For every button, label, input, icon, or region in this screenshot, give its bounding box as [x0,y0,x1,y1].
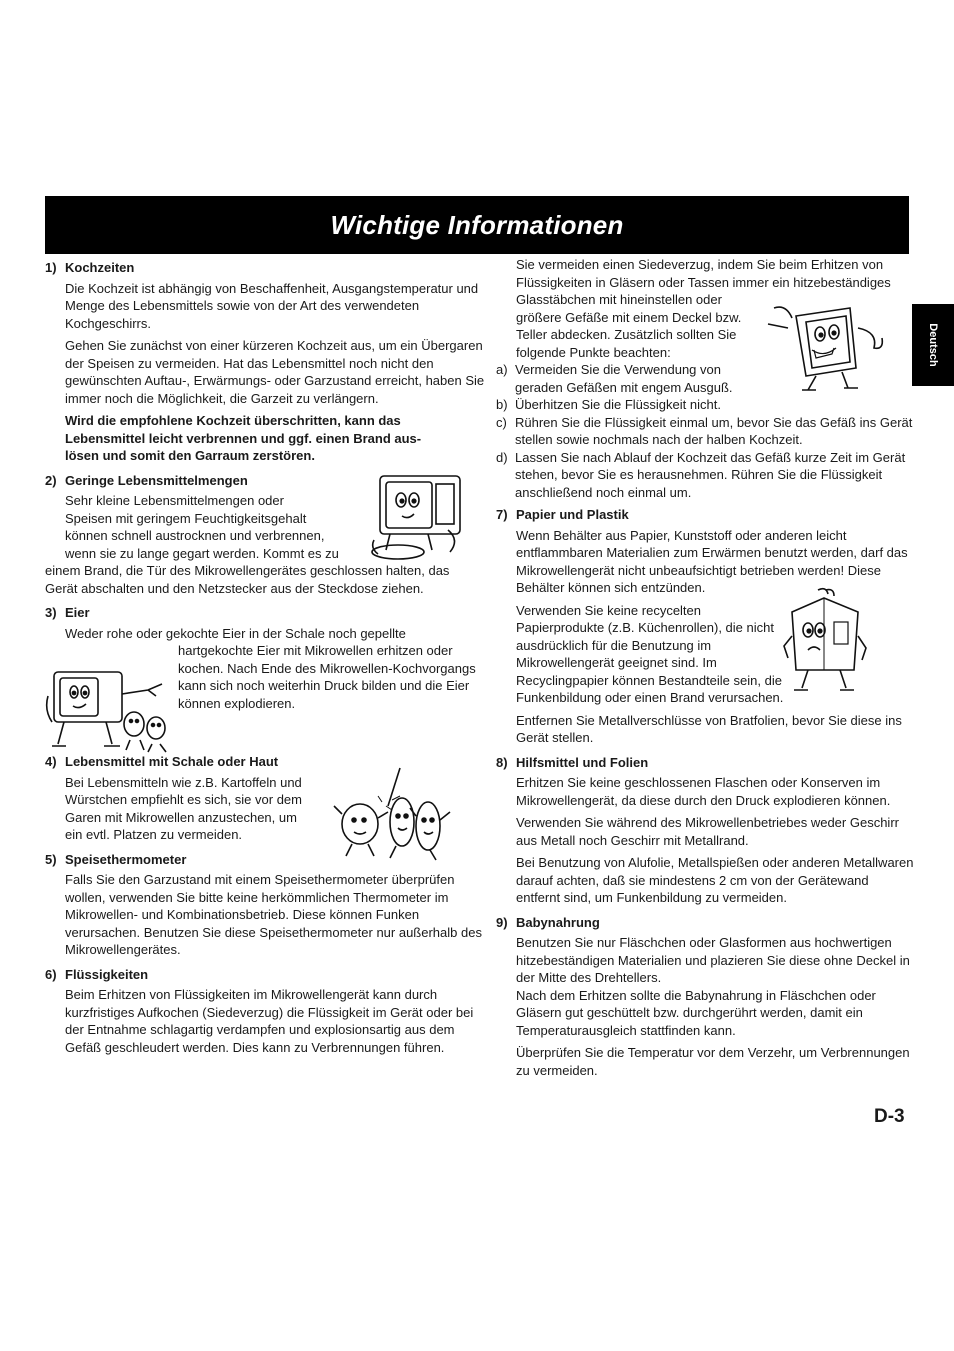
paragraph: Überprüfen Sie die Temperatur vor dem Verzehr, um Verbrennungen zu vermeiden. [516,1045,910,1078]
section-heading: 3) Eier [45,605,90,620]
section-heading: 6) Flüssigkeiten [45,966,149,982]
section-kochzeiten [45,259,485,465]
paragraph: Glasstäbchen mit hineinstellen oder größere Gefäße mit einem Deckel bzw. Teller abdecken. Zusätzlich sollten Sie folgende Punkte beachten: [516,292,742,360]
paragraph-line: Speisen mit geringem Feuchtigkeitsgehalt [65,510,307,526]
language-tab-label: Deutsch [927,323,939,367]
paragraph: Entfernen Sie Metallverschlüsse von Bratfolien, bevor Sie diese ins Gerät stellen. [516,712,902,745]
paragraph: Verwenden Sie keine recycelten Papierprodukte (z.B. Küchenrollen), die nicht ausdrücklich für die Benutzung im Mikrowellengerät geeignet sind. Im Recyclingpapier können Bestandteile sein, die Funkenbildung oder einen Brand verursachen. [516,602,784,705]
paragraph: Beim Erhitzen von Flüssigkeiten im Mikrowellengerät kann durch kurzfristiges Aufkochen (Siedeverzug) die Flüssigkeit im Gerät oder bei der Entnahme schlagartig verdampfen und explosionsartig aus dem Gefäß geschleudert werden. Dies kann zu Verbrennungen führen. [65,987,474,1055]
paragraph: Gehen Sie zunächst von einer kürzeren Kochzeit aus, um ein Übergaren der Speisen zu vermeiden. Hat das Lebensmittel noch nicht den gewünschten Auftau-, Erwärmungs- oder Garzustand erreicht, haben Sie immer noch die Möglichkeit, die Garzeit zu verlängern. [65,338,485,406]
paragraph-line: Weder rohe oder gekochte Eier in der Schale noch gepellte [65,625,406,641]
title-banner [45,196,909,254]
page-title: Wichtige Informationen [330,210,624,240]
list-item: d) Lassen Sie nach Ablauf der Kochzeit das Gefäß kurze Zeit im Gerät stehen, bevor Sie es herausnehmen. Rühren Sie die Flüssigkeit anschließend noch einmal um. [496,449,906,500]
section-speisethermometer [45,851,485,959]
microwave-eggs-cartoon-icon [44,666,176,754]
sausages-cartoon-icon [330,766,460,862]
section-hilfsmittel [496,754,916,907]
section-heading: 2) Geringe Lebensmittelmengen [45,472,248,488]
section-heading: 7) Papier und Plastik [496,507,629,522]
paragraph: Sie vermeiden einen Siedeverzug, indem Sie beim Erhitzen von Flüssigkeiten in Gläsern oder Tassen immer ein hitzebeständiges [516,257,891,290]
paragraph: Bei Lebensmitteln wie z.B. Kartoffeln und Würstchen empfiehlt es sich, sie vor dem Garen mit Mikrowellen anzustechen, um ein evtl. Platzen zu vermeiden. [65,774,302,842]
language-tab [912,304,954,386]
glass-cartoon-icon [766,298,896,394]
section-heading: 4) Lebensmittel mit Schale oder Haut [45,754,279,769]
section-heading: 9) Babynahrung [496,914,600,930]
section-heading: 1) Kochzeiten [45,260,135,275]
paragraph: Nach dem Erhitzen sollte die Babynahrung in Fläschchen oder Gläsern gut geschüttelt bzw. durchgerührt werden, damit ein Temperaturausgleich stattfinden kann. [516,987,876,1038]
paragraph-line: Sehr kleine Lebensmittelmengen oder [65,493,284,508]
paragraph: Wenn Behälter aus Papier, Kunststoff oder anderen leicht entflammbaren Materialien zum Erwärmen benutzt werden, darf das Mikrowellengerät nicht unbeaufsichtigt betrieben werden! Diese Behälter können sich entzünden. [516,527,908,595]
paragraph: Die Kochzeit ist abhängig von Beschaffenheit, Ausgangstemperatur und Menge des Lebensmittels sowie von der Art des verwendeten Kochgeschirrs. [65,280,479,331]
paragraph: Falls Sie den Garzustand mit einem Speisethermometer überprüfen wollen, verwenden Sie bitte keine herkömmlichen Thermometer im Mikrowellen- und Kombinationsbetrieb. Diese können Funken verursachen. Benutzen Sie diese Speisethermometer nur außerhalb des Mikrowellengerätes. [65,872,482,957]
section-babynahrung [496,914,916,1080]
list-item: b) Überhitzen Sie die Flüssigkeit nicht. [496,397,721,412]
list-item: a) Vermeiden Sie die Verwendung von geraden Gefäßen mit engem Ausguß. [496,362,733,395]
microwave-cartoon-icon [368,468,468,568]
paragraph-line: können schnell austrocknen und verbrennen, [65,528,325,543]
paragraph: Bei Benutzung von Alufolie, Metallspießen oder anderen Metallwaren darauf achten, daß sie mindestens 2 cm von der Gerätewand entfernt sind, um Funkenbildung zu vermeiden. [516,855,914,905]
section-fluessigkeiten [45,966,485,1057]
page-number: D-3 [874,1106,905,1127]
list-item: c) Rühren Sie die Flüssigkeit einmal um, bevor Sie das Gefäß ins Gerät stellen sowie nochmals nach der halben Kochzeit. [496,414,913,447]
paragraph: Verwenden Sie während des Mikrowellenbetriebes weder Geschirr aus Metall noch Geschirr mit Metallrand. [516,815,899,848]
paragraph: hartgekochte Eier mit Mikrowellen erhitzen oder kochen. Nach Ende des Mikrowellen-Kochvorgangs kann sich noch weiterhin Druck bilden und die Eier können explodieren. [178,643,476,711]
paragraph: Benutzen Sie nur Fläschchen oder Glasformen aus hochwertigen hitzebeständigen Materialien und plazieren Sie diese ohne Deckel in der Mitte des Drehtellers. [516,935,910,985]
section-heading: 5) Speisethermometer [45,851,187,867]
left-column [45,259,485,1063]
paragraph: Erhitzen Sie keine geschlossenen Flaschen oder Konserven im Mikrowellengerät, da diese durch den Druck explodieren können. [516,775,891,808]
paragraph-line: wenn sie zu lange gegart werden. Kommt es zu [65,545,339,561]
paragraph: einem Brand, die Tür des Mikrowellengerätes geschlossen halten, das Gerät abschalten und den Netzstecker aus der Steckdose ziehen. [45,563,450,596]
paper-bag-cartoon-icon [782,586,868,696]
section-heading: 8) Hilfsmittel und Folien [496,754,649,770]
warning-paragraph: Wird die empfohlene Kochzeit überschritten, kann das Lebensmittel leicht verbrennen und ggf. einen Brand aus-lösen und somit den Garraum zerstören. [65,413,422,463]
